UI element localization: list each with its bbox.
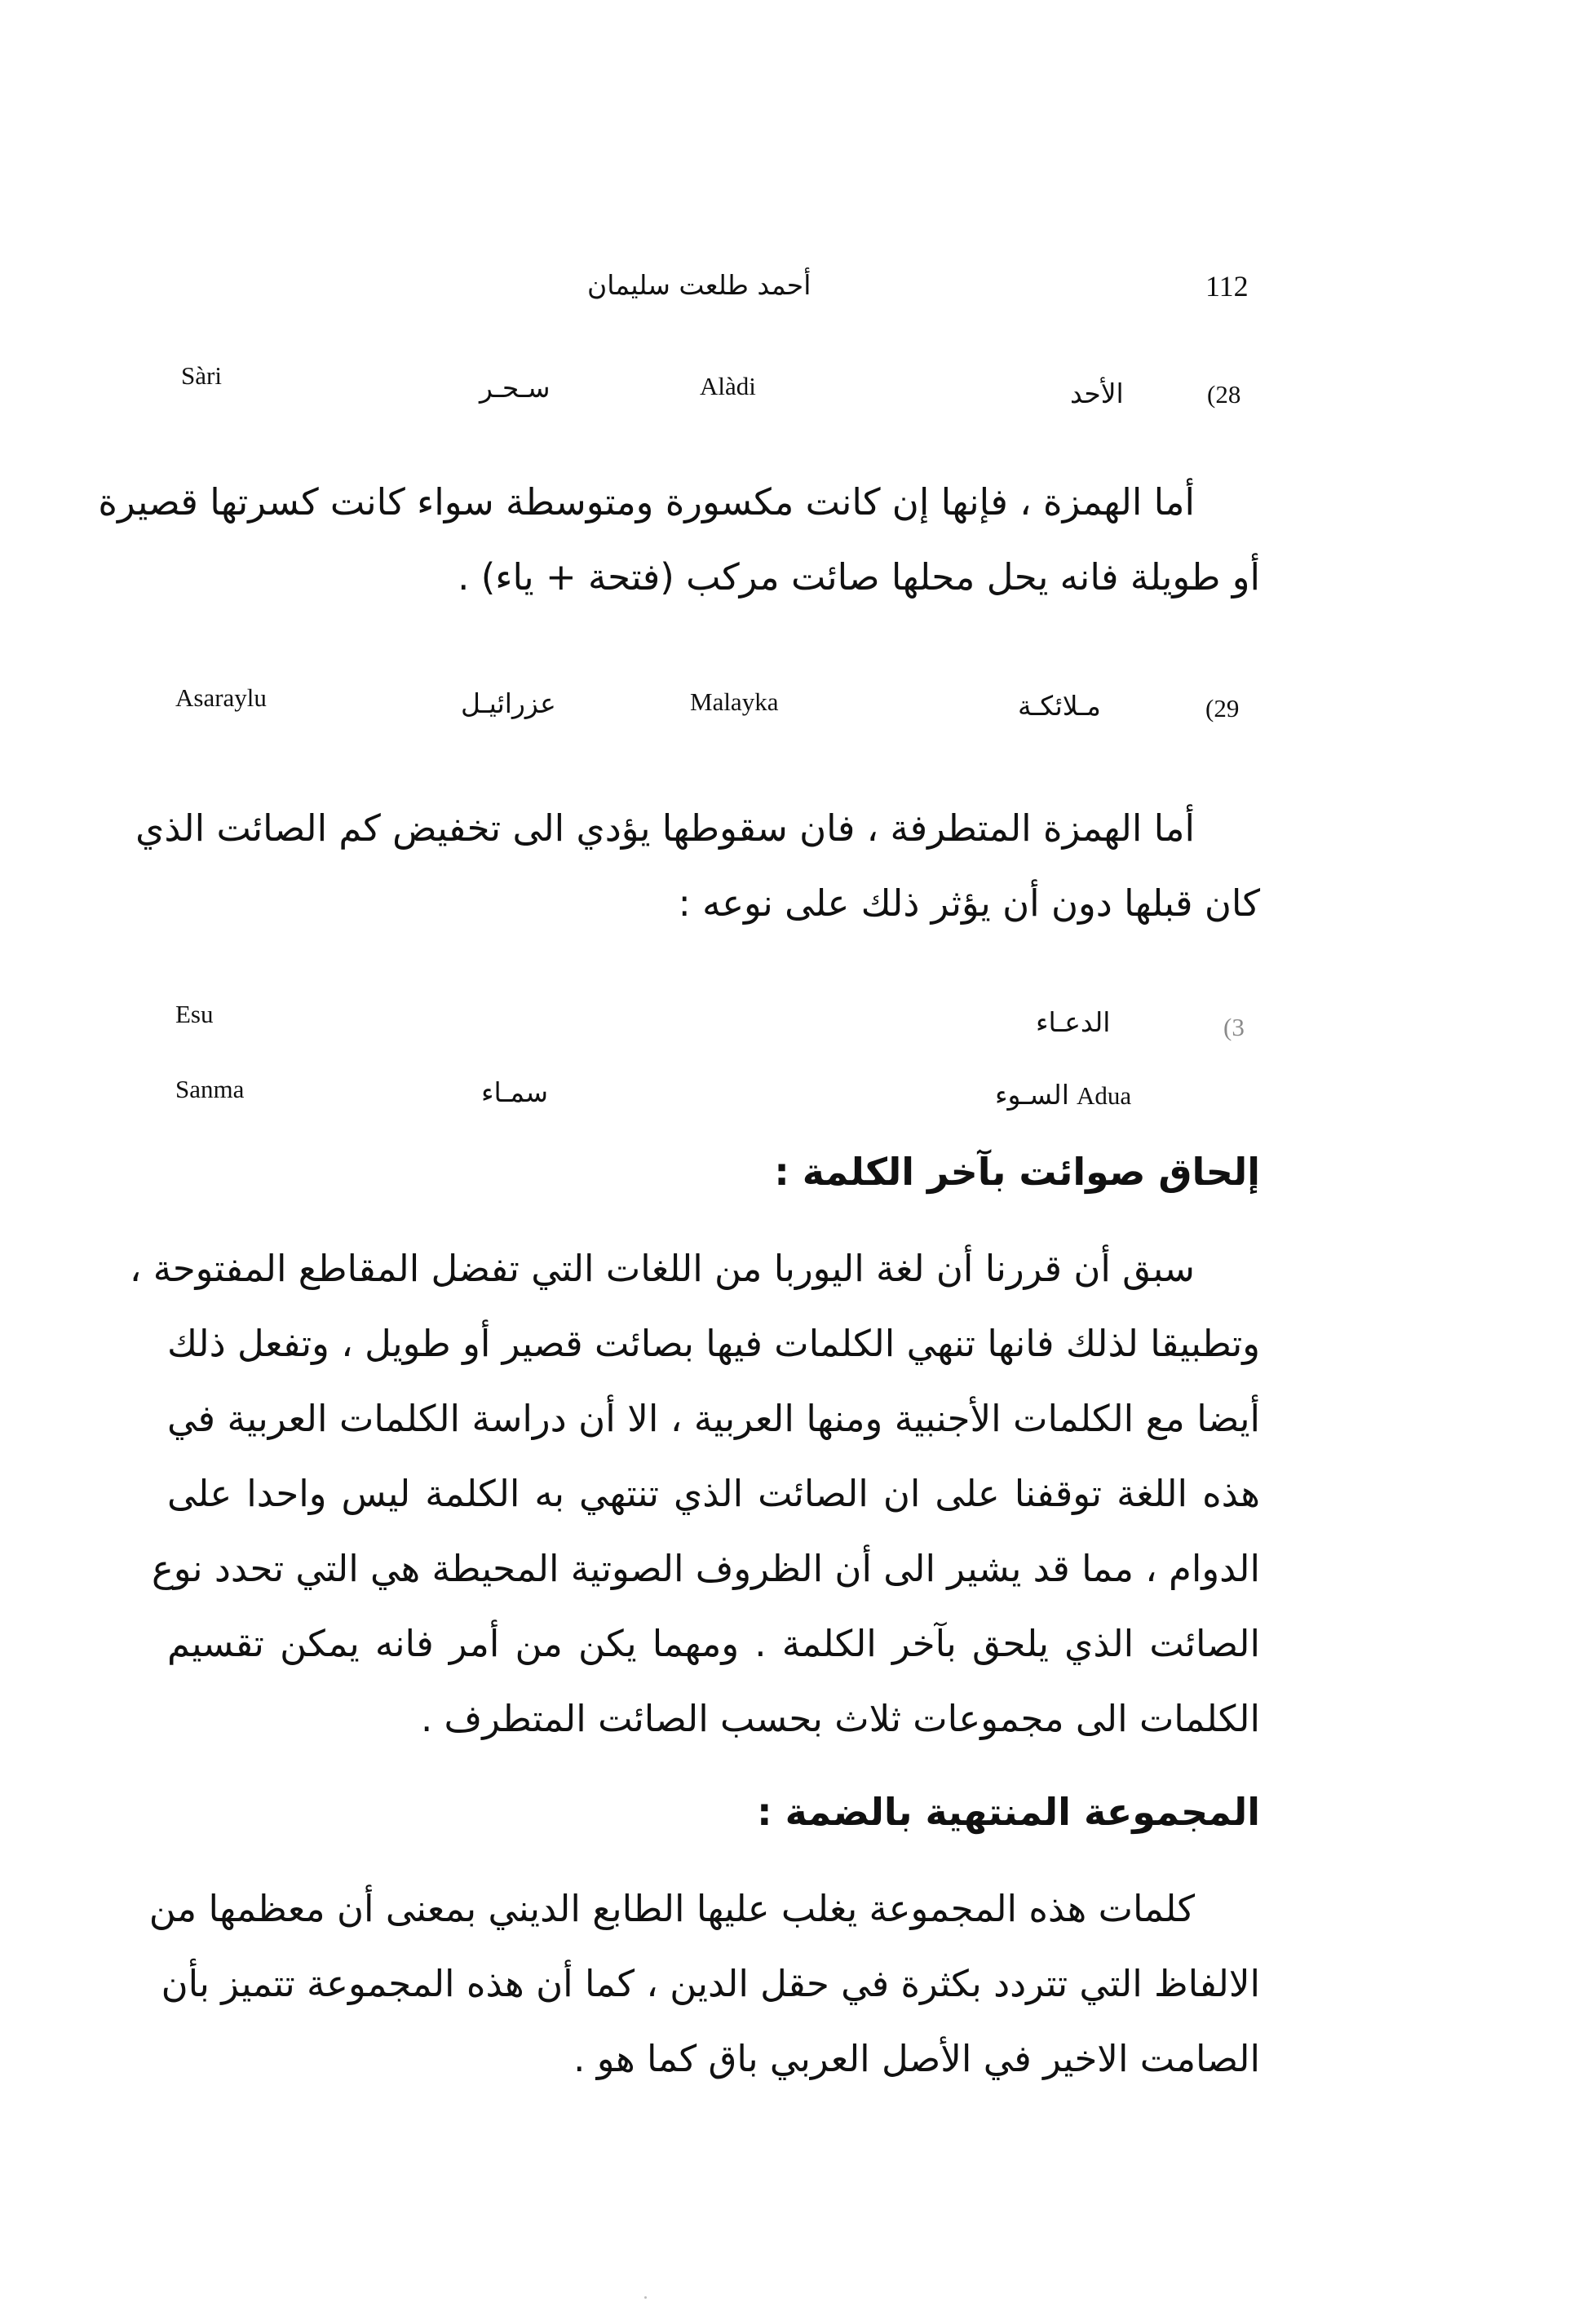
example-transliteration: Adua [1077, 1081, 1132, 1110]
example-arabic-word: السـوء [995, 1079, 1069, 1111]
example-arabic-word: الأحد [1070, 378, 1124, 409]
text-line: الكلمات الى مجموعات ثلاث بحسب الصائت المتطرف . [420, 1697, 1260, 1740]
text-line: أما الهمزة المتطرفة ، فان سقوطها يؤدي الى تخفيض كم الصائت الذي [135, 806, 1195, 850]
example-arabic-word: عزرائيـل [461, 687, 556, 719]
example-transliteration: Sàri [181, 361, 222, 390]
text-line: سبق أن قررنا أن لغة اليوربا من اللغات التي تفضل المقاطع المفتوحة ، [129, 1247, 1195, 1290]
example-number: (3 [1223, 1013, 1245, 1041]
example-transliteration: Asaraylu [175, 683, 267, 712]
text-line: الالفاظ التي تتردد بكثرة في حقل الدين ، كما أن هذه المجموعة تتميز بأن [161, 1962, 1260, 2005]
example-transliteration: Sanma [175, 1075, 245, 1103]
page-number: 112 [1205, 270, 1249, 303]
text-line: الدوام ، مما قد يشير الى أن الظروف الصوتية المحيطة هي التي تحدد نوع [151, 1547, 1260, 1590]
text-line: كلمات هذه المجموعة يغلب عليها الطابع الديني بمعنى أن معظمها من [148, 1887, 1195, 1930]
example-transliteration: Esu [175, 1000, 214, 1028]
example-number: (29 [1205, 694, 1240, 722]
text-line: وتطبيقا لذلك فانها تنهي الكلمات فيها بصائت قصير أو طويل ، وتفعل ذلك [167, 1322, 1260, 1365]
running-header-author: أحمد طلعت سليمان [587, 269, 811, 301]
text-line: الصامت الاخير في الأصل العربي باق كما هو . [573, 2037, 1260, 2080]
paragraph-damma-group [148, 1871, 1260, 2096]
text-line: أما الهمزة ، فإنها إن كانت مكسورة ومتوسطة سواء كانت كسرتها قصيرة [98, 480, 1195, 524]
section-heading: إلحاق صوائت بآخر الكلمة : [774, 1150, 1260, 1194]
paragraph-hamza-kasra [98, 465, 1260, 615]
text-line: هذه اللغة توقفنا على ان الصائت الذي تنتهي به الكلمة ليس واحدا على [167, 1472, 1260, 1515]
example-arabic-word: مـلائكـة [1018, 690, 1101, 722]
text-line: أيضا مع الكلمات الأجنبية ومنها العربية ، الا أن دراسة الكلمات العربية في [167, 1397, 1260, 1440]
scan-speck [644, 2296, 647, 2299]
text-line: الصائت الذي يلحق بآخر الكلمة . ومهما يكن من أمر فانه يمكن تقسيم [167, 1622, 1260, 1665]
example-arabic-word: سمـاء [481, 1076, 548, 1108]
example-transliteration: Malayka [690, 687, 779, 716]
example-arabic-word: الدعـاء [1036, 1006, 1111, 1038]
example-number: (28 [1207, 380, 1241, 409]
text-line: كان قبلها دون أن يؤثر ذلك على نوعه : [678, 881, 1260, 925]
paragraph-final-vowels [129, 1231, 1260, 1756]
section-heading: المجموعة المنتهية بالضمة : [757, 1790, 1260, 1834]
paragraph-final-hamza [135, 791, 1260, 941]
example-transliteration: Alàdi [700, 372, 756, 400]
text-line: أو طويلة فانه يحل محلها صائت مركب (فتحة + ياء) . [458, 555, 1260, 599]
example-arabic-word: سـحـر [480, 372, 551, 404]
